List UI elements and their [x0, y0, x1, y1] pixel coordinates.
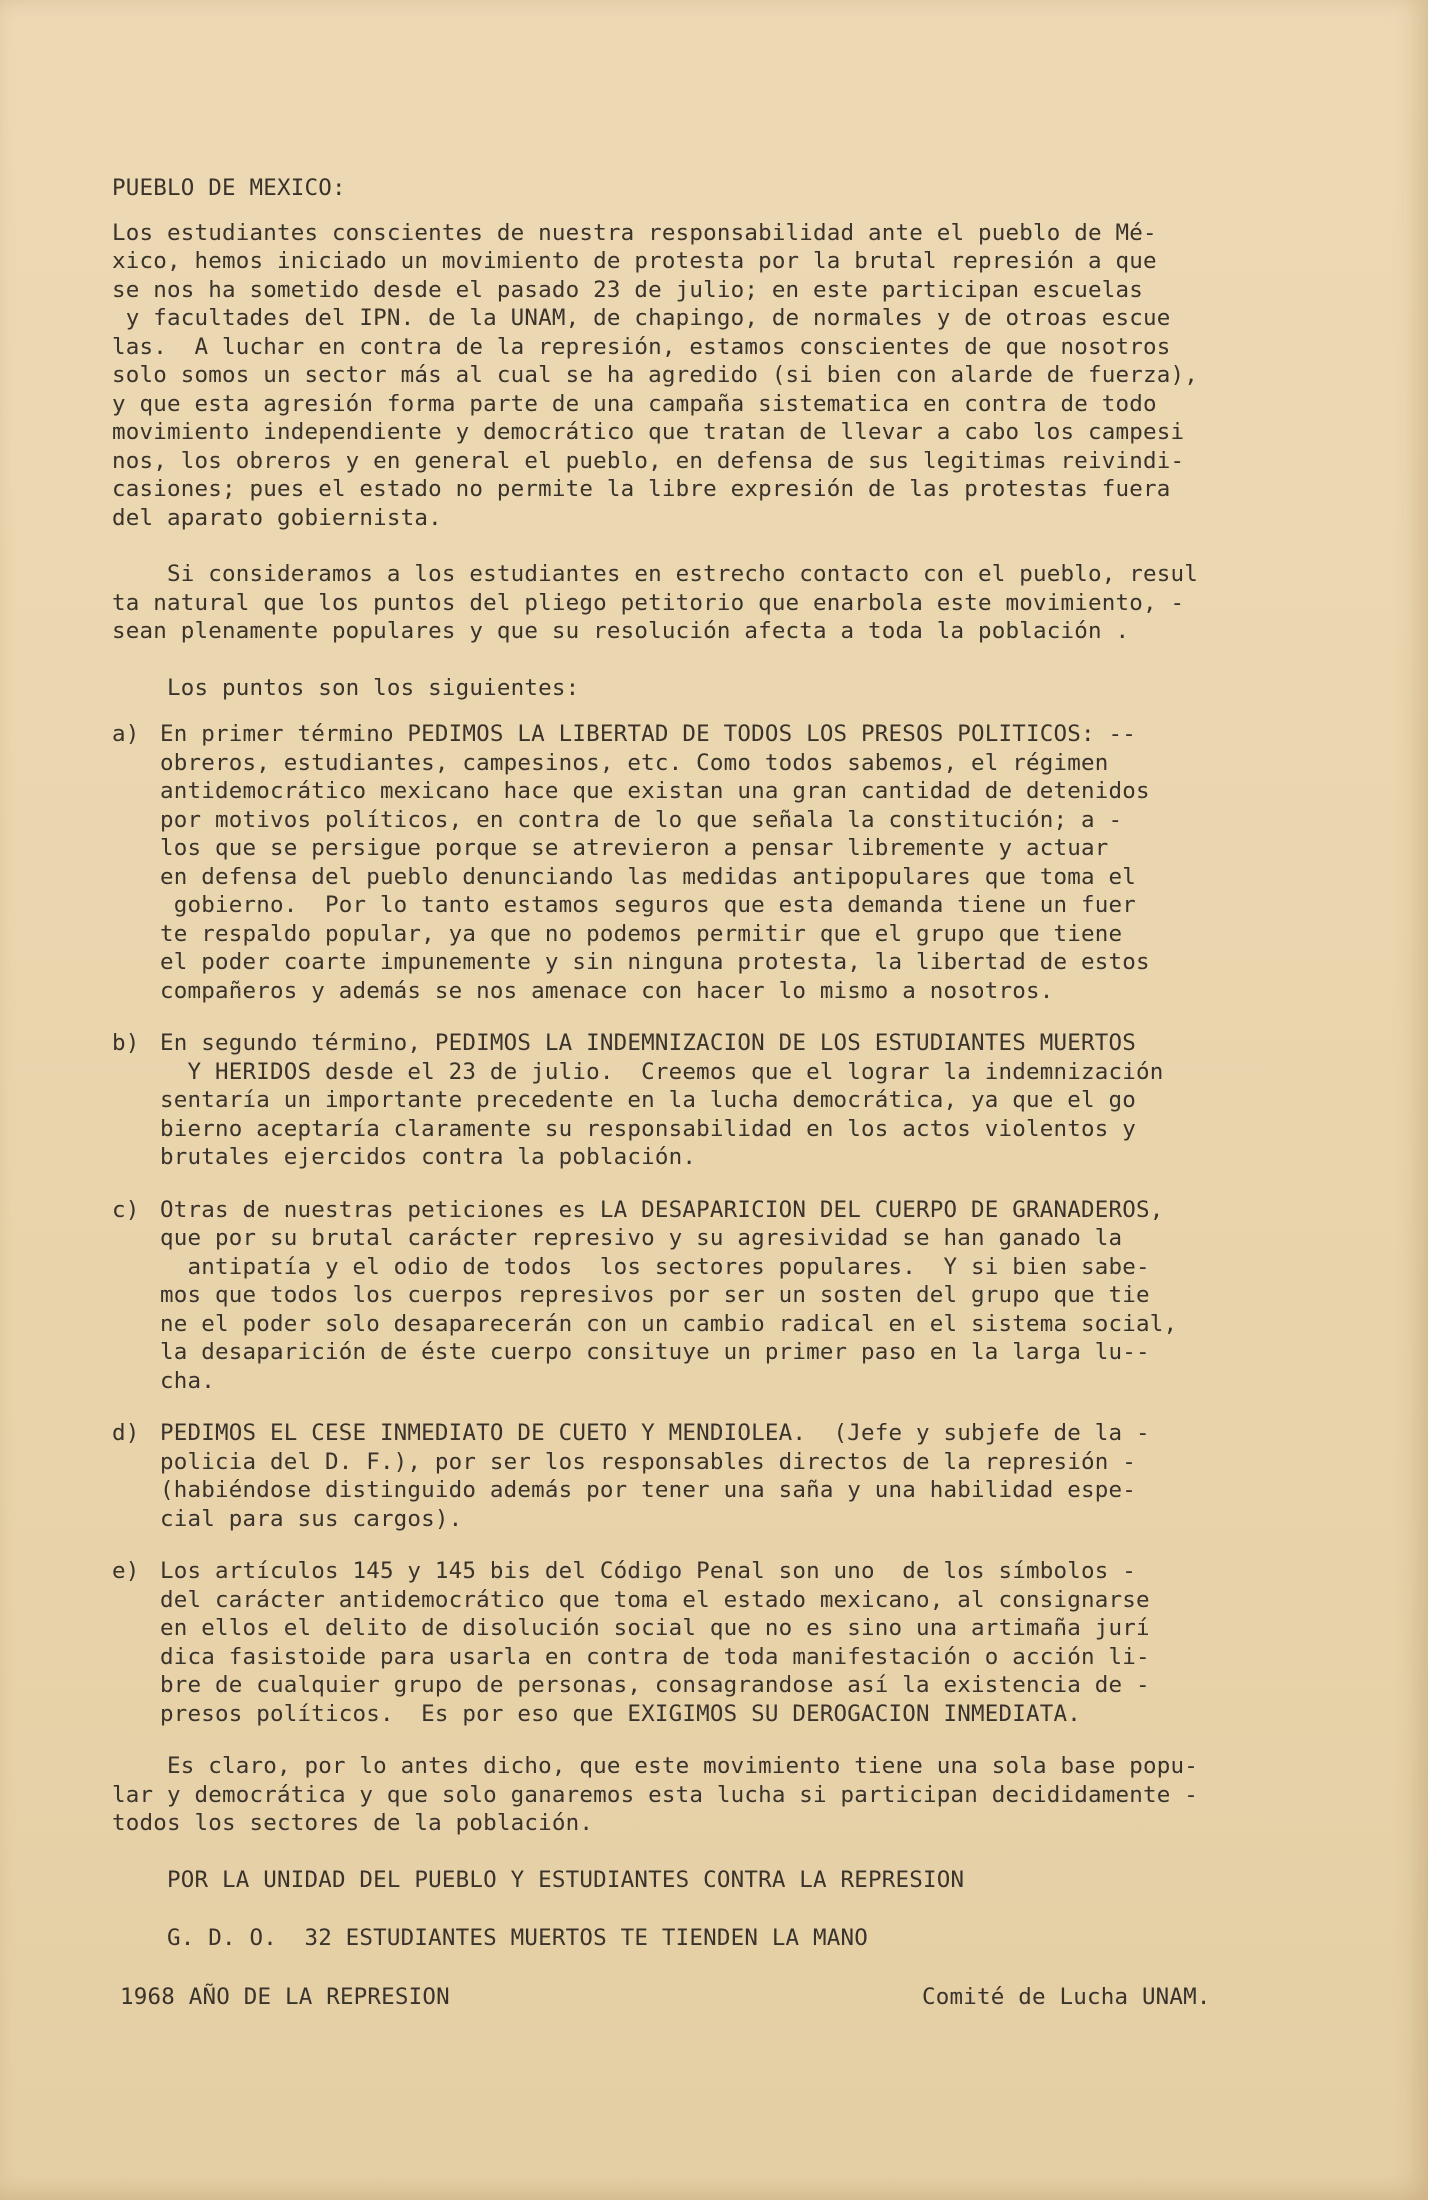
- paragraph-intro: [112, 219, 1342, 533]
- text-line: casiones; pues el estado no permite la libre expresión de las protestas fuera: [112, 476, 1171, 502]
- text-line: Los estudiantes conscientes de nuestra responsabilidad ante el pueblo de Mé-: [112, 219, 1157, 246]
- text-line: policia del D. F.), por ser los responsables directos de la represión -: [160, 1448, 1136, 1475]
- text-line: solo somos un sector más al cual se ha agredido (si bien con alarde de fuerza),: [112, 362, 1198, 388]
- text-line: la desaparición de éste cuerpo consituye un primer paso en la larga lu--: [160, 1339, 1150, 1365]
- text-line: se nos ha sometido desde el pasado 23 de julio; en este participan escuelas: [112, 276, 1143, 303]
- point-item: [112, 720, 1342, 1005]
- typed-text: [112, 174, 1342, 2011]
- background-margin: [1428, 0, 1455, 2200]
- text-line: Y HERIDOS desde el 23 de julio. Creemos que el lograr la indemnización: [160, 1058, 1164, 1085]
- text-line: brutales ejercidos contra la población.: [160, 1144, 697, 1170]
- text-line: (habiéndose distinguido además por tener una saña y una habilidad espe-: [160, 1477, 1136, 1503]
- point-body: [160, 1196, 1342, 1396]
- text-line: compañeros y además se nos amenace con hacer lo mismo a nosotros.: [160, 977, 1054, 1004]
- text-line: cial para sus cargos).: [160, 1505, 463, 1532]
- text-line: nos, los obreros y en general el pueblo, en defensa de sus legitimas reivindi-: [112, 447, 1185, 474]
- text-line: sentaría un importante precedente en la lucha democrática, ya que el go: [160, 1087, 1136, 1113]
- paragraph-conclusion: [112, 1752, 1342, 1838]
- text-line: te respaldo popular, ya que no podemos permitir que el grupo que tiene: [160, 920, 1123, 947]
- point-body: [160, 1557, 1342, 1728]
- text-line: los que se persigue porque se atrevieron a pensar libremente y actuar: [160, 835, 1109, 861]
- text-line: en ellos el delito de disolución social que no es sino una artimaña jurí: [160, 1615, 1150, 1641]
- point-marker: c): [112, 1196, 140, 1223]
- text-line: ta natural que los puntos del pliego petitorio que enarbola este movimiento, -: [112, 589, 1185, 616]
- text-line: por motivos políticos, en contra de lo que señala la constitución; a -: [160, 806, 1123, 833]
- text-line: movimiento independiente y democrático que tratan de llevar a cabo los campesi: [112, 419, 1185, 445]
- text-line: obreros, estudiantes, campesinos, etc. Como todos sabemos, el régimen: [160, 749, 1109, 776]
- text-line: Si consideramos a los estudiantes en estrecho contacto con el pueblo, resul: [112, 561, 1198, 587]
- signature-row: [112, 1983, 1342, 2012]
- text-line: lar y democrática y que solo ganaremos esta lucha si participan decididamente -: [112, 1781, 1198, 1808]
- text-line: ne el poder solo desaparecerán con un cambio radical en el sistema social,: [160, 1310, 1178, 1337]
- point-marker: d): [112, 1420, 140, 1446]
- point-item: [112, 1557, 1342, 1728]
- text-line: Otras de nuestras peticiones es LA DESAPARICION DEL CUERPO DE GRANADEROS,: [160, 1196, 1164, 1223]
- text-line: cha.: [160, 1367, 215, 1394]
- text-line: todos los sectores de la población.: [112, 1810, 594, 1836]
- point-item: [112, 1196, 1342, 1396]
- page-title: PUEBLO DE MEXICO:: [112, 175, 346, 201]
- point-item: [112, 1419, 1342, 1533]
- text-line: dica fasistoide para usarla en contra de toda manifestación o acción li-: [160, 1643, 1150, 1670]
- points-intro: Los puntos son los siguientes:: [112, 674, 580, 701]
- text-line: presos políticos. Es por eso que EXIGIMOS SU DEROGACION INMEDIATA.: [160, 1700, 1081, 1727]
- closing-block: [112, 1866, 1342, 2012]
- point-marker: e): [112, 1558, 140, 1584]
- text-line: En primer término PEDIMOS LA LIBERTAD DE TODOS LOS PRESOS POLITICOS: --: [160, 721, 1136, 747]
- text-line: bre de cualquier grupo de personas, consagrandose así la existencia de -: [160, 1672, 1150, 1698]
- text-line: las. A luchar en contra de la represión, estamos conscientes de que nosotros: [112, 333, 1171, 360]
- slogan-students: G. D. O. 32 ESTUDIANTES MUERTOS TE TIENDEN LA MANO: [112, 1925, 869, 1951]
- point-body: [160, 1419, 1342, 1533]
- text-line: y facultades del IPN. de la UNAM, de chapingo, de normales y de otroas escue: [112, 305, 1171, 331]
- signature: Comité de Lucha UNAM.: [922, 1983, 1211, 2010]
- text-line: antidemocrático mexicano hace que existan una gran cantidad de detenidos: [160, 778, 1150, 804]
- text-line: PEDIMOS EL CESE INMEDIATO DE CUETO Y MENDIOLEA. (Jefe y subjefe de la -: [160, 1420, 1150, 1446]
- point-body: [160, 1029, 1342, 1172]
- points-list: [112, 720, 1342, 1728]
- text-line: antipatía y el odio de todos los sectores populares. Y si bien sabe-: [160, 1253, 1150, 1280]
- text-line: que por su brutal carácter represivo y su agresividad se han ganado la: [160, 1225, 1123, 1251]
- text-line: Es claro, por lo antes dicho, que este movimiento tiene una sola base popu-: [112, 1753, 1198, 1779]
- paragraph-context: [112, 560, 1342, 646]
- text-line: En segundo término, PEDIMOS LA INDEMNIZACION DE LOS ESTUDIANTES MUERTOS: [160, 1030, 1136, 1056]
- text-line: bierno aceptaría claramente su responsabilidad en los actos violentos y: [160, 1115, 1136, 1142]
- slogan-unity: POR LA UNIDAD DEL PUEBLO Y ESTUDIANTES CONTRA LA REPRESION: [112, 1866, 965, 1893]
- text-line: gobierno. Por lo tanto estamos seguros que esta demanda tiene un fuer: [160, 892, 1136, 918]
- text-line: mos que todos los cuerpos represivos por ser un sosten del grupo que tie: [160, 1282, 1150, 1308]
- text-line: del carácter antidemocrático que toma el estado mexicano, al consignarse: [160, 1586, 1150, 1613]
- text-line: sean plenamente populares y que su resolución afecta a toda la población .: [112, 618, 1130, 644]
- text-line: el poder coarte impunemente y sin ninguna protesta, la libertad de estos: [160, 949, 1150, 975]
- point-marker: b): [112, 1030, 140, 1056]
- text-line: del aparato gobiernista.: [112, 504, 442, 531]
- text-line: xico, hemos iniciado un movimiento de protesta por la brutal represión a que: [112, 248, 1157, 274]
- text-line: Los artículos 145 y 145 bis del Código Penal son uno de los símbolos -: [160, 1558, 1136, 1584]
- text-line: en defensa del pueblo denunciando las medidas antipopulares que toma el: [160, 863, 1136, 890]
- text-line: y que esta agresión forma parte de una campaña sistematica en contra de todo: [112, 390, 1157, 417]
- point-item: [112, 1029, 1342, 1172]
- point-body: [160, 720, 1342, 1005]
- point-marker: a): [112, 721, 140, 747]
- year-line: 1968 AÑO DE LA REPRESION: [120, 1983, 450, 2010]
